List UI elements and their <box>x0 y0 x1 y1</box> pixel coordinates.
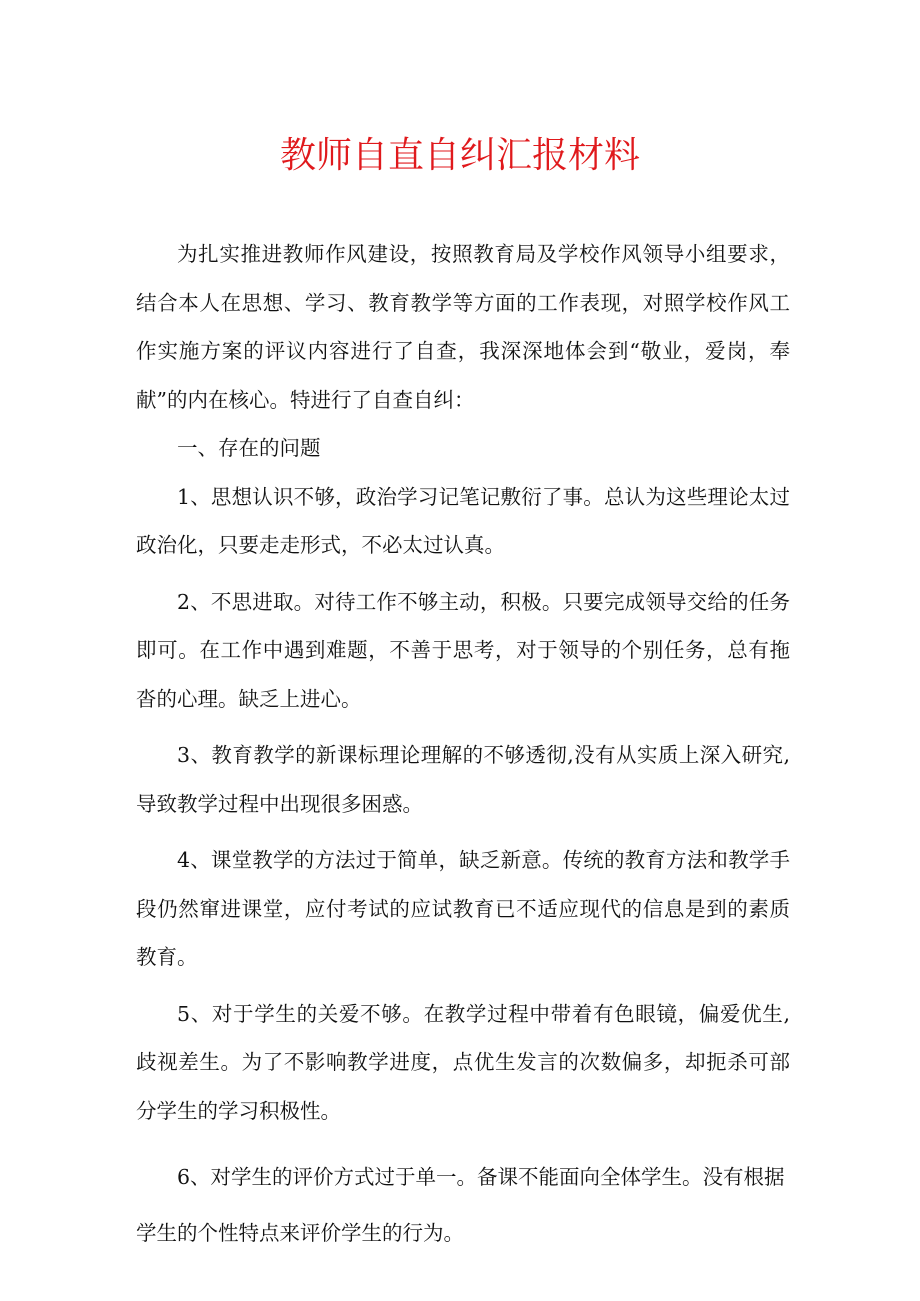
document-title: 教师自直自纠汇报材料 <box>279 135 640 176</box>
problem-item-5: 5、对于学生的关爱不够。在教学过程中带着有色眼镜，偏爱优生,歧视差生。为了不影响教学进度，点优生发言的次数偏多，却扼杀可部分学生的学习积极性。 <box>136 1001 790 1123</box>
problem-item-6 <box>136 1149 790 1261</box>
section-heading-problems: 一、存在的问题 <box>177 436 321 460</box>
problem-item-4: 4、课堂教学的方法过于简单，缺乏新意。传统的教育方法和教学手段仍然窜进课堂，应付考试的应试教育已不适应现代的信息是到的素质教育。 <box>136 848 790 969</box>
problem-item-2: 2、不思进取。对待工作不够主动，积极。只要完成领导交给的任务即可。在工作中遇到难题，不善于思考，对于领导的个别任务，总有拖沓的心理。缺乏上进心。 <box>136 589 790 711</box>
problem-item-6-line-1: 6、对学生的评价方式过于单一。备课不能面向全体学生。没有根据 <box>177 1165 785 1189</box>
problem-item-1: 1、思想认识不够，政治学习记笔记敷衍了事。总认为这些理论太过政治化，只要走走形式，不必太过认真。 <box>136 484 790 557</box>
intro-paragraph: 为扎实推进教师作风建设，按照教育局及学校作风领导小组要求，结合本人在思想、学习、教育教学等方面的工作表现，对照学校作风工作实施方案的评议内容进行了自查，我深深地体会到“敬业，爱岗，奉献”的内在核心。特进行了自查自纠： <box>136 242 790 412</box>
problem-item-3: 3、教育教学的新课标理论理解的不够透彻,没有从实质上深入研究,导致教学过程中出现很多困惑。 <box>136 743 790 816</box>
document-body <box>136 230 790 1261</box>
problem-item-6-line-2: 学生的个性特点来评价学生的行为。 <box>136 1221 464 1245</box>
